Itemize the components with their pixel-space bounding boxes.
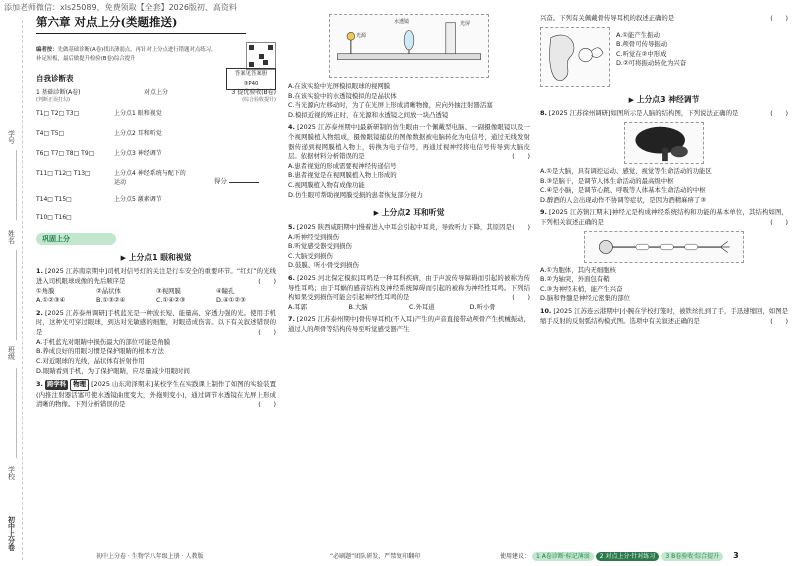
diag-row-left: T6□ T7□ T8□ T9□	[36, 149, 95, 157]
q2-choice-c[interactable]: C.对近眼球的光线，晶状体有折射作用	[36, 356, 145, 365]
q3-choice-d[interactable]: D.模拟近视的矫正时，在光源和水透镜之间放一块凸透镜	[288, 110, 449, 119]
question-1: 1. [2025 江苏南京期中]司机对信号灯的关注是行车安全的重要环节。“红灯”的光线进入司机眼球成像的先后顺序是 ( ) ①角膜 ②晶状体 ③视网膜 ④瞳孔 A.①②③④ B.①③②④ C.①④②③ D.④①②③	[36, 267, 276, 305]
column-b	[288, 14, 530, 338]
q4-choice-d[interactable]: D.仿生眼可帮助视网膜受损的患者恢复部分视力	[288, 190, 423, 199]
q9-choice-a[interactable]: A.①为胞体，其内无细胞核	[540, 265, 616, 274]
diag-row-point: 上分点4 神经系统与配下的运动	[114, 169, 186, 186]
q1-items: ①角膜 ②晶状体 ③视网膜 ④瞳孔	[36, 286, 235, 295]
side-line	[16, 150, 17, 220]
q9-choice-b[interactable]: B.②为轴突，外面包有鞘	[540, 275, 610, 284]
diag-sub-c: (综合验收提升)	[242, 97, 276, 104]
chapter-title: 第六章 对点上分(类题推送)	[36, 14, 246, 34]
side-line	[16, 250, 17, 340]
score-field[interactable]: 得分	[214, 177, 259, 187]
water-lens-label: 水透镜	[394, 19, 410, 25]
q7-choice-d[interactable]: D.②可将振动转化为兴奋	[616, 59, 687, 68]
student-name-label: 姓名	[7, 230, 16, 244]
question-10: 10. [2025 江苏连云港期中]小腕在学校打笼时，被铁丝扎到了手，手迅速缩回，如图是缩手反射的反射弧结构模式图。选项中有关叙述正确的是 ( )	[540, 307, 788, 325]
usage-step-1: 1 A卷诊断·标记薄弱	[532, 552, 594, 561]
brain-figure	[624, 122, 704, 164]
q5-choice-b[interactable]: B.听觉感受器受到损伤	[288, 242, 352, 251]
q6-choices[interactable]: A.耳郭 B.大脑 C.外耳道 D.听小骨	[288, 302, 496, 311]
ear-structure-drawing	[541, 28, 609, 86]
ear-structure-figure	[540, 27, 610, 87]
self-diag-title: 自我诊断表	[36, 74, 74, 83]
question-6: 6. [2025 河北保定模拟]耳鸣是一种耳科疾病，由于声波传导障碍而引起的被称为传导性耳鸣；由于耳蜗的感音结构及神经系统障碍而引起的被称为神经性耳鸣。下列结构如果受到损伤可能会引起神经性耳鸣的是 ( ) A.耳郭 B.大脑 C.外耳道 D.听小骨	[288, 274, 530, 311]
usage-step-3: 3 B卷验收·综合提升	[661, 552, 723, 561]
diag-head-c: 3 提优验收(B卷)	[231, 89, 276, 97]
section-title: ▶ 上分点3 神经调节	[628, 94, 700, 104]
q9-choice-c[interactable]: C.③为神经末梢，能产生兴奋	[540, 284, 623, 293]
diag-row-point: 上分点2 耳和听觉	[114, 129, 162, 137]
class-label: 班级	[7, 346, 16, 360]
answer-box-title: 答案见答案册	[234, 71, 268, 77]
section-title: ▶ 上分点1 眼和视觉	[120, 252, 192, 262]
question-9-choices	[540, 266, 788, 304]
brand-label: 初中上分卷	[7, 516, 16, 551]
q3-choice-b[interactable]: B.在该实验中的水透镜模拟的是晶状体	[288, 91, 397, 100]
diag-row-point: 上分点3 神经调节	[114, 149, 162, 157]
question-4: 4. [2025 江苏泰州期中]最新研制的仿生眼由一个佩戴型电脑、一副摄像眼镜以及一个视网膜植入物组成，摄像眼镜捕获的图像数据被电脑转化为电信号，通过无线发射器传递到视网膜植入物上，转换为电子信号，再通过视神经将电信号传导到大脑皮层。依据材料分析错误的是 ( ) A.患者视觉的形成需要视神经传递信号 B.患者视觉是在视网膜植入物上形成的 C.视网膜植入物有成像功能 D.仿生眼可帮助视网膜受损的患者恢复部分视力	[288, 123, 530, 199]
q3-choice-a[interactable]: A.在该实验中光屏模拟眼球的视网膜	[288, 82, 391, 90]
usage-step-2: 2 对点上分·针对练习	[596, 552, 660, 561]
footer-left: 初中上分卷 · 生物学八年级上册 · 人教版	[96, 553, 204, 560]
footer-center: “必刷题”团队研发，严禁复印翻印	[330, 553, 421, 560]
question-5: 5. [2025 陕西咸阳期中]慢着进入中耳会引起中耳炎，导致听力下降，其原因是 ( ) A.听神经受到损伤 B.听觉感受器受到损伤 C.大脑受到损伤 D.鼓膜、听小骨受到损伤	[288, 223, 530, 270]
q7-choice-a[interactable]: A.①能产生振动	[616, 30, 660, 39]
screen-label: 光屏	[460, 21, 471, 27]
answer-box-page: ③P40	[243, 81, 259, 88]
q5-choice-d[interactable]: D.鼓膜、听小骨受到损伤	[288, 261, 359, 270]
question-2: 2. [2025 江苏泰州调研]手机蓝光是一种波长短、能量高、穿透力强的光。使用手机时，这种光可穿过眼球，到达对光敏感的细胞，对眼造成伤害。以下有关叙述错误的是 ( ) A.手机蓝光对眼睛中损伤最大的部位可能是角膜 B.养成良好的用眼习惯是保护眼睛的根本方法 C.对近眼球的光线，晶状体有折射作用 D.眼睛看到手机，为了保护眼睛，应尽量减少用眼时间	[36, 308, 276, 375]
student-id-label: 学号	[7, 130, 16, 144]
question-9: 9. [2025 江苏镇江期末]神经元是构成神经系统结构和功能的基本单位，其结构如图，下列相关叙述正确的是 ( )	[540, 208, 788, 226]
lens-experiment-figure	[329, 14, 489, 78]
question-7-continued: 兴奋。下列有关佩戴骨传导耳机的叙述正确的是 ( )	[540, 14, 788, 22]
column-a	[36, 14, 276, 413]
watermark: 添加老师微信：xls25089，免费领取【全套】2026版初、高资料	[4, 3, 237, 12]
question-8: 8. [2025 江苏徐州调研]如图所示是人脑的结构图，下列说法正确的是 ( )	[540, 109, 788, 118]
diag-head-a: 1 基础诊断(A卷)	[36, 89, 81, 97]
physics-tag: 物理	[70, 379, 89, 391]
q8-choice-b[interactable]: B.③是脑干，是调节人体生命活动的最高级中枢	[540, 176, 674, 185]
side-margin	[2, 120, 24, 560]
q2-choice-d[interactable]: D.眼睛看到手机，为了保护眼睛，应尽量减少用眼时间	[36, 366, 190, 375]
q2-choice-b[interactable]: B.养成良好的用眼习惯是保护眼睛的根本方法	[36, 347, 164, 356]
usage-label: 使用建议：	[500, 552, 531, 560]
qr-code	[246, 42, 276, 70]
cross-subject-tag: 跨学科	[46, 380, 67, 389]
page-number: 3	[733, 551, 739, 560]
answer-box	[226, 68, 276, 90]
diag-row-left: T11□ T12□ T13□	[36, 169, 91, 177]
editor-note: 编者按：先做基础诊断(A卷)找出薄弱点，再针对上分点进行错题对点练习，补足短板，最后做提升检验(B卷)综合提升	[36, 47, 217, 62]
q3-choice-c[interactable]: C.当光源向左移动时，为了在光屏上形成清晰物像，应向外抽注射器活塞	[288, 101, 493, 110]
side-line	[16, 368, 17, 458]
question-3: 3. 跨学科 物理 [2025 山东菏泽期末]某校学生在实践课上制作了如图的实验装置(内推注射器活塞可使水透镜曲度变大，外拖则变小)，通过调节水透镜在光屏上形成清晰的物像。下列分析错误的是 ( )	[36, 380, 276, 409]
diag-sub-a: (判断正误打勾)	[36, 97, 70, 104]
q5-choice-c[interactable]: C.大脑受到损伤	[288, 251, 333, 260]
binding-line	[22, 20, 23, 560]
question-3-choices	[288, 82, 530, 120]
q8-choice-a[interactable]: A.①是大脑，具有调控运动、感觉、视觉等生命活动的功能区	[540, 166, 712, 175]
diag-row-point: 上分点1 眼和视觉	[114, 109, 162, 117]
question-8-choices	[540, 167, 788, 205]
diag-row-point: 上分点5 激素调节	[114, 195, 162, 203]
column-c	[540, 14, 788, 329]
q4-choice-a[interactable]: A.患者视觉的形成需要视神经传递信号	[288, 161, 397, 170]
diag-head-b: 对点上分	[143, 89, 168, 97]
consolidate-banner: 巩固上分	[36, 233, 116, 245]
q7-choice-b[interactable]: B.颅骨可传导振动	[616, 40, 668, 49]
q8-choice-d[interactable]: D.醉酒的人会出现动作不协调等症状，是因为酒精麻痹了③	[540, 195, 707, 204]
diag-row-left: T1□ T2□ T3□	[36, 109, 80, 117]
diag-row-left: T10□ T16□	[36, 213, 72, 221]
q5-choice-a[interactable]: A.听神经受到损伤	[288, 232, 340, 241]
self-diag-grid	[36, 107, 276, 227]
diag-row-left: T4□ T5□	[36, 129, 65, 137]
q7-choice-c[interactable]: C.听觉在②中形成	[616, 49, 667, 58]
q1-choices[interactable]: A.①②③④ B.①③②④ C.①④②③ D.④①②③	[36, 296, 246, 305]
diag-row-left: T14□ T15□	[36, 195, 72, 203]
question-7: 7. [2025 江苏泰州期中]骨传导耳机(不入耳)产生的声音直接带动颅骨产生机械振动，通过人的颅骨等结构传导至听觉感受器产生	[288, 315, 530, 334]
neuron-figure	[584, 231, 744, 263]
q2-choice-a[interactable]: A.手机蓝光对眼睛中损伤最大的部位可能是角膜	[36, 337, 171, 346]
q7-choices	[616, 27, 788, 87]
brain-drawing	[625, 123, 703, 163]
neuron-drawing	[585, 232, 743, 262]
q8-choice-c[interactable]: C.④是小脑，是调节心跳、呼吸等人体基本生命活动的中枢	[540, 186, 706, 195]
usage-suggestion	[500, 550, 739, 562]
q4-choice-c[interactable]: C.视网膜植入物有成像功能	[288, 181, 365, 190]
q9-choice-d[interactable]: D.脑和脊髓是神经元密集的部位	[540, 294, 631, 303]
school-label: 学校	[7, 466, 16, 480]
section-title: ▶ 上分点2 耳和听觉	[373, 208, 445, 218]
q4-choice-b[interactable]: B.患者视觉是在视网膜植入物上形成的	[288, 171, 397, 180]
light-source-label: 光源	[356, 33, 367, 39]
